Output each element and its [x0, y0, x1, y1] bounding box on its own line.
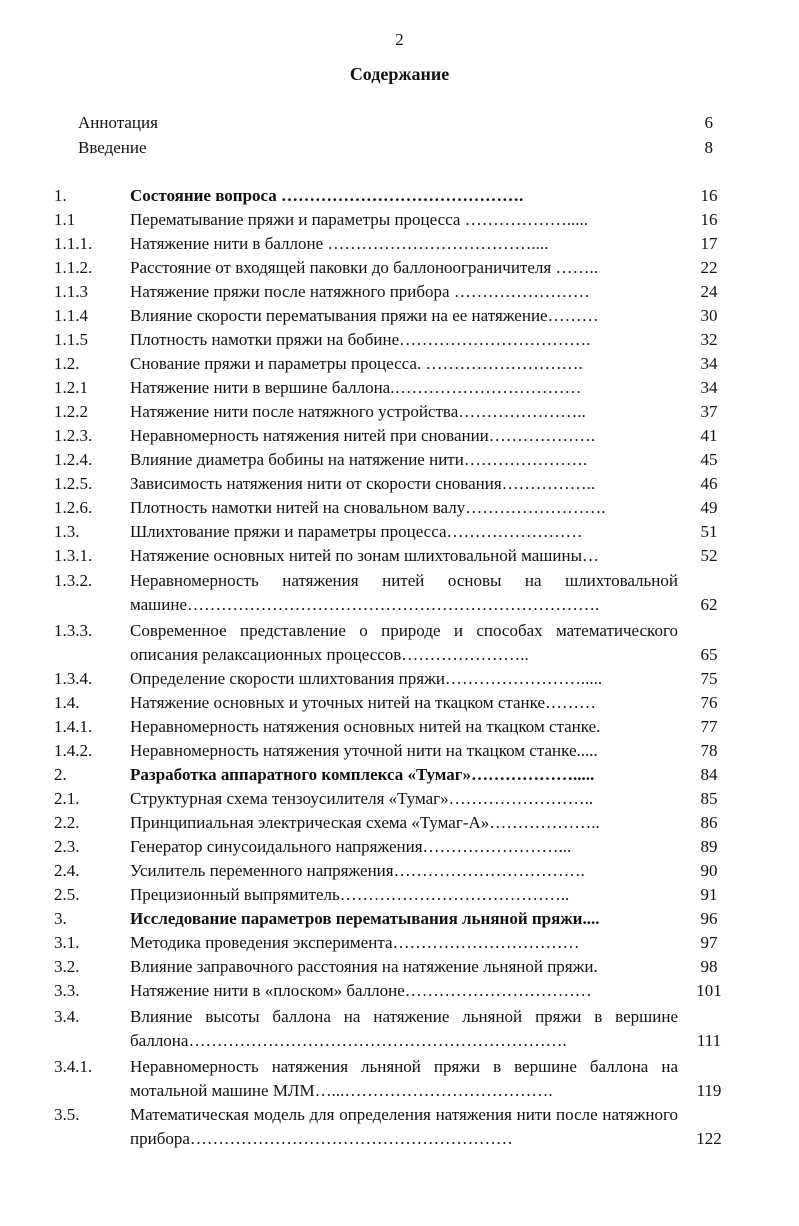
toc-entry-number: 3.4.1.	[54, 1057, 93, 1076]
toc-entry-title: Разработка аппаратного комплекса «Тумаг»……………….....	[130, 765, 595, 784]
toc-entry-number: 1.1.1.	[54, 234, 93, 253]
toc-entry	[0, 883, 799, 907]
toc-entry-page: 119	[696, 1081, 722, 1100]
toc-entry-number: 1.3.2.	[54, 571, 93, 590]
toc-entry-page: 16	[700, 210, 718, 229]
toc-entry-number: 1.1.2.	[54, 258, 93, 277]
toc-entry-title: Неравномерность натяжения уточной нити на ткацком станке.....	[130, 741, 598, 760]
toc-entry-page: 78	[700, 741, 718, 760]
toc-entry-title: Зависимость натяжения нити от скорости снования……………..	[130, 474, 596, 493]
toc-entry-page: 34	[700, 354, 718, 373]
toc-entry	[0, 256, 799, 280]
toc-entry-page: 41	[700, 426, 718, 445]
toc-entry-title: Влияние заправочного расстояния на натяжение льняной пряжи.	[130, 957, 598, 976]
toc-entry-number: 3.4.	[54, 1007, 80, 1026]
toc-entry-page: 37	[700, 402, 718, 421]
toc-entry-page: 45	[700, 450, 718, 469]
toc-entry	[0, 424, 799, 448]
toc-entry	[0, 763, 799, 787]
toc-entry	[0, 1005, 799, 1053]
toc-entry	[0, 667, 799, 691]
toc-entry	[0, 739, 799, 763]
toc-entry-title: Определение скорости шлихтования пряжи…………………….....	[130, 669, 603, 688]
toc-entry-page: 51	[700, 522, 718, 541]
toc-entry-title: Натяжение нити после натяжного устройства…………………..	[130, 402, 586, 421]
toc-entry-number: 1.1.4	[54, 306, 88, 325]
toc-entry-title: Влияние диаметра бобины на натяжение нити………………….	[130, 450, 588, 469]
toc-entry	[0, 955, 799, 979]
toc-entry-number: 1.2.1	[54, 378, 88, 397]
front-page: 6	[704, 113, 713, 132]
toc-entry	[0, 400, 799, 424]
toc-entry-number: 1.2.2	[54, 402, 88, 421]
toc-entry	[0, 472, 799, 496]
toc-entry-number: 1.2.	[54, 354, 80, 373]
toc-entry	[0, 280, 799, 304]
toc-entry-title: Натяжение основных и уточных нитей на ткацком станке………	[130, 693, 597, 712]
toc-entry-number: 1.2.6.	[54, 498, 93, 517]
toc-entry-title: Неравномерность натяжения нитей при сновании……………….	[130, 426, 596, 445]
toc-entry-number: 2.5.	[54, 885, 80, 904]
toc-entry-title: Неравномерность натяжения основных нитей на ткацком станке.	[130, 717, 601, 736]
toc-entry	[0, 304, 799, 328]
toc-entry-number: 2.4.	[54, 861, 80, 880]
toc-entry	[0, 208, 799, 232]
toc-entry-page: 75	[700, 669, 718, 688]
toc-entry-page: 98	[700, 957, 718, 976]
toc-entry-number: 3.	[54, 909, 67, 928]
toc-entry-number: 1.	[54, 186, 67, 205]
toc-entry-page: 46	[700, 474, 718, 493]
toc-entry-page: 85	[700, 789, 718, 808]
toc-entry	[0, 352, 799, 376]
toc-entry-title: Исследование параметров перематывания льняной пряжи....	[130, 909, 600, 928]
toc-entry	[0, 787, 799, 811]
toc-entry-title: Методика проведения эксперимента……………………………	[130, 933, 580, 952]
toc-entry-page: 77	[700, 717, 718, 736]
toc-entry-page: 52	[700, 546, 718, 565]
toc-entry-number: 3.3.	[54, 981, 80, 1000]
toc-entry-title: Натяжение основных нитей по зонам шлихтовальной машины…	[130, 546, 599, 565]
toc-entry-number: 1.4.1.	[54, 717, 93, 736]
toc-entry-title: Расстояние от входящей паковки до баллоноограничителя ……..	[130, 258, 598, 277]
toc-entry-title: Математическая модель для определения натяжения нити после натяжного прибора…………………………………………………	[130, 1105, 678, 1148]
toc-entry	[0, 931, 799, 955]
toc-entry-title: Натяжение нити в вершине баллона.……………………………	[130, 378, 582, 397]
toc-entry-page: 32	[700, 330, 718, 349]
toc-entry-title: Шлихтование пряжи и параметры процесса……………………	[130, 522, 583, 541]
toc-entry	[0, 811, 799, 835]
toc-entry-title: Перематывание пряжи и параметры процесса ……………….....	[130, 210, 588, 229]
table-of-contents	[0, 184, 799, 1151]
toc-entry	[0, 1055, 799, 1103]
toc-entry-title: Натяжение пряжи после натяжного прибора ……………………	[130, 282, 590, 301]
toc-entry-title: Неравномерность натяжения льняной пряжи в вершине баллона на мотальной машине МЛМ…...……………………………….	[130, 1057, 678, 1100]
toc-entry-number: 2.1.	[54, 789, 80, 808]
front-page: 8	[704, 138, 713, 157]
toc-entry-page: 97	[700, 933, 718, 952]
toc-entry	[0, 544, 799, 568]
toc-entry	[0, 691, 799, 715]
toc-entry-number: 3.1.	[54, 933, 80, 952]
toc-entry-title: Принципиальная электрическая схема «Тумаг-А»………………..	[130, 813, 600, 832]
toc-entry-page: 22	[700, 258, 718, 277]
toc-entry-title: Плотность намотки нитей на сновальном валу…………………….	[130, 498, 606, 517]
toc-entry-title: Влияние высоты баллона на натяжение льняной пряжи в вершине баллона………………………………………………………….	[130, 1007, 678, 1050]
toc-entry-number: 1.2.4.	[54, 450, 93, 469]
toc-entry-number: 1.3.3.	[54, 621, 93, 640]
toc-entry-title: Прецизионный выпрямитель…………………………………..	[130, 885, 570, 904]
toc-entry	[0, 1103, 799, 1151]
toc-entry-page: 90	[700, 861, 718, 880]
toc-entry-title: Влияние скорости перематывания пряжи на ее натяжение………	[130, 306, 599, 325]
toc-entry-number: 2.	[54, 765, 67, 784]
toc-entry-page: 49	[700, 498, 718, 517]
toc-entry-page: 17	[700, 234, 718, 253]
toc-entry-number: 2.2.	[54, 813, 80, 832]
toc-entry-title: Структурная схема тензоусилителя «Тумаг»……………………..	[130, 789, 594, 808]
toc-entry-number: 2.3.	[54, 837, 80, 856]
toc-entry	[0, 715, 799, 739]
toc-entry-number: 1.3.1.	[54, 546, 93, 565]
front-title: Аннотация	[78, 113, 158, 132]
toc-entry	[0, 569, 799, 617]
toc-entry-number: 1.4.2.	[54, 741, 93, 760]
toc-entry-title: Современное представление о природе и способах математического описания релаксационных процессов…………………..	[130, 621, 678, 664]
page-title: Содержание	[349, 64, 450, 84]
toc-entry-title: Генератор синусоидального напряжения……………………...	[130, 837, 572, 856]
toc-entry-number: 1.3.4.	[54, 669, 93, 688]
toc-entry	[0, 619, 799, 667]
toc-entry-page: 24	[700, 282, 718, 301]
toc-entry-number: 1.4.	[54, 693, 80, 712]
toc-entry-page: 34	[700, 378, 718, 397]
toc-entry-number: 1.1.3	[54, 282, 88, 301]
toc-entry	[0, 184, 799, 208]
toc-entry-number: 3.2.	[54, 957, 80, 976]
front-title: Введение	[78, 138, 147, 157]
toc-entry-page: 30	[700, 306, 718, 325]
toc-entry	[0, 835, 799, 859]
toc-entry-page: 101	[696, 981, 722, 1000]
toc-entry-title: Снование пряжи и параметры процесса. ……………………….	[130, 354, 583, 373]
toc-entry-page: 76	[700, 693, 718, 712]
toc-entry	[0, 448, 799, 472]
toc-entry-page: 89	[700, 837, 718, 856]
toc-entry-number: 1.3.	[54, 522, 80, 541]
toc-entry	[0, 328, 799, 352]
toc-entry-title: Натяжение нити в «плоском» баллоне……………………………	[130, 981, 592, 1000]
toc-entry	[0, 979, 799, 1003]
toc-entry-number: 3.5.	[54, 1105, 80, 1124]
toc-entry-page: 16	[700, 186, 718, 205]
toc-entry-page: 91	[700, 885, 718, 904]
toc-entry-page: 65	[700, 645, 718, 664]
toc-entry-title: Состояние вопроса …………………………………….	[130, 186, 524, 205]
toc-entry-page: 84	[700, 765, 718, 784]
page-number: 2	[395, 30, 404, 49]
toc-entry-page: 122	[696, 1129, 722, 1148]
toc-entry-page: 96	[700, 909, 718, 928]
toc-entry-number: 1.1	[54, 210, 76, 229]
toc-entry-page: 62	[700, 595, 718, 614]
toc-entry-number: 1.1.5	[54, 330, 88, 349]
toc-entry	[0, 859, 799, 883]
toc-entry-number: 1.2.5.	[54, 474, 93, 493]
toc-entry	[0, 376, 799, 400]
toc-entry-title: Плотность намотки пряжи на бобине…………………………….	[130, 330, 591, 349]
toc-entry-page: 111	[696, 1031, 722, 1050]
toc-entry-number: 1.2.3.	[54, 426, 93, 445]
toc-entry-title: Натяжение нити в баллоне ………………………………....	[130, 234, 549, 253]
toc-entry-title: Неравномерность натяжения нитей основы на шлихтовальной машине……………………………………………………………….	[130, 571, 678, 614]
toc-entry	[0, 907, 799, 931]
toc-entry-page: 86	[700, 813, 718, 832]
toc-entry-title: Усилитель переменного напряжения…………………………….	[130, 861, 585, 880]
toc-entry	[0, 232, 799, 256]
toc-entry	[0, 496, 799, 520]
toc-entry	[0, 520, 799, 544]
